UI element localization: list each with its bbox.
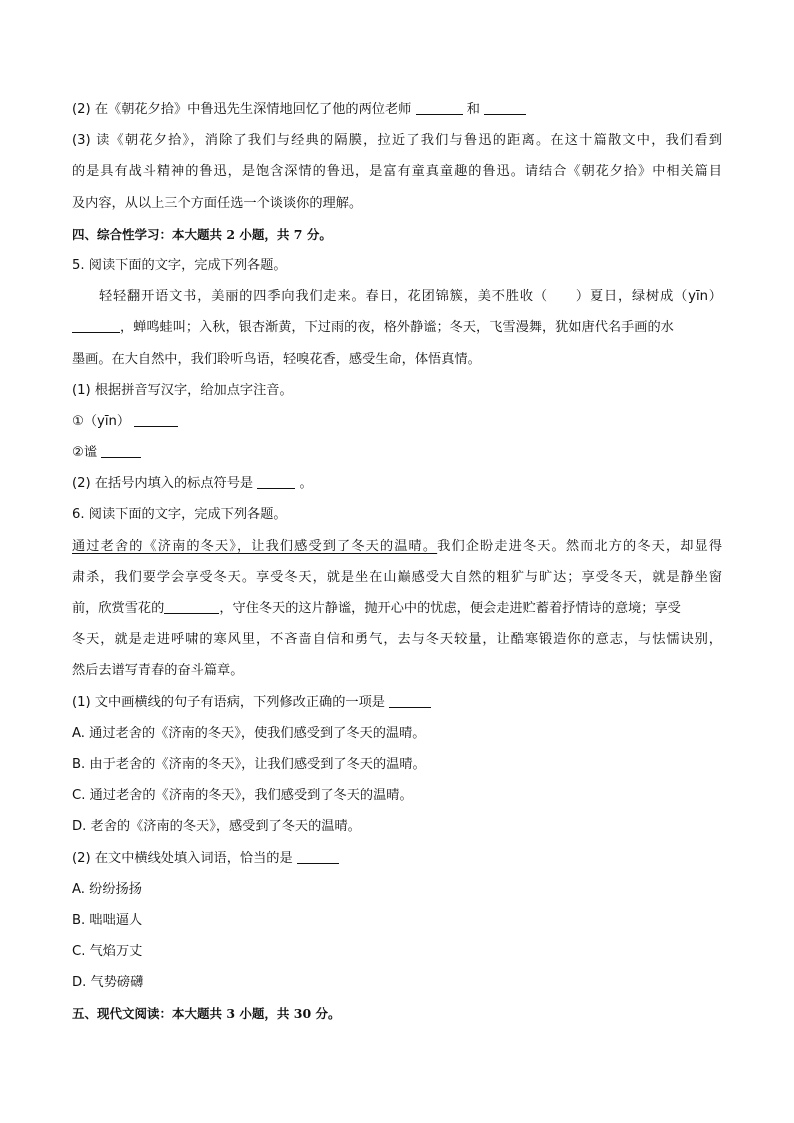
q5-item-1: ①（yīn） [72,406,722,437]
option-c: C. 通过老舍的《济南的冬天》，我们感受到了冬天的温晴。 [72,788,413,804]
q5-passage-line: 墨画。在大自然中，我们聆听鸟语，轻嗅花香，感受生命，体悟真情。 [72,351,481,367]
q4-3-line: 的是具有战斗精神的鲁迅，是饱含深情的鲁迅，是富有童真童趣的鲁迅。请结合《朝花夕拾》中相关篇目 [72,164,722,180]
q6-sub2: (2) 在文中横线处填入词语，恰当的是 [72,843,722,874]
q5-passage-line: ，蝉鸣蛙叫；入秋，银杏渐黄，下过雨的夜，格外静谧；冬天，飞雪漫舞，犹如唐代名手画的水 [72,312,722,343]
answer-blank [257,474,295,489]
q5-item-2: ②谧 [72,437,722,468]
q5-passage-line: 轻轻翻开语文书，美丽的四季向我们走来。春日，花团锦簇，美不胜收（ ）夏日，绿树成（yīn） [99,289,722,305]
q6-passage-line: 前，欣赏雪花的 ，守住冬天的这片静谧，抛开心中的忧虑，便会走进贮蓄着抒情诗的意境；享受 [72,601,681,616]
section-5-heading: 五、现代文阅读：本大题共 3 小题，共 30 分。 [72,1006,341,1022]
answer-blank [164,599,219,614]
option-b: B. 咄咄逼人 [72,912,143,928]
q6-passage-line: 然后去谱写青春的奋斗篇章。 [72,663,244,679]
option-c: C. 气焰万丈 [72,944,143,960]
answer-blank [101,443,141,458]
answer-blank [297,849,339,864]
q4-2-line: (2) 在《朝花夕拾》中鲁迅先生深情地回忆了他的两位老师 和 [72,94,722,125]
document-page [72,94,722,1030]
q4-3-line: 及内容，从以上三个方面任选一个谈谈你的理解。 [72,195,363,211]
q5-sub1: (1) 根据拼音写汉字，给加点字注音。 [72,382,293,398]
answer-blank [72,318,120,333]
q6-intro: 6. 阅读下面的文字，完成下列各题。 [72,507,287,523]
option-d: D. 老舍的《济南的冬天》，感受到了冬天的温晴。 [72,819,361,835]
option-a: A. 通过老舍的《济南的冬天》，使我们感受到了冬天的温晴。 [72,725,426,741]
underlined-sentence: 通过老舍的《济南的冬天》，让我们感受到了冬天的温晴。 [72,538,438,554]
q5-intro: 5. 阅读下面的文字，完成下列各题。 [72,257,287,273]
q6-sub1: (1) 文中画横线的句子有语病，下列修改正确的一项是 [72,687,722,718]
q6-passage-line: 肃杀，我们要学会享受冬天。享受冬天，就是坐在山巅感受大自然的粗犷与旷达；享受冬天，就是静坐窗 [72,569,722,585]
answer-blank [484,100,526,115]
option-b: B. 由于老舍的《济南的冬天》，让我们感受到了冬天的温晴。 [72,756,426,772]
section-4-heading: 四、综合性学习：本大题共 2 小题，共 7 分。 [72,226,332,242]
q4-3-line: (3) 读《朝花夕拾》，消除了我们与经典的隔膜，拉近了我们与鲁迅的距离。在这十篇散文中，我们看到 [72,133,722,149]
q6-passage-line: 冬天，就是走进呼啸的寒风里，不吝啬自信和勇气，去与冬天较量，让酷寒锻造你的意志，与怯懦诀别， [72,632,722,648]
answer-blank [416,100,463,115]
answer-blank [389,693,431,708]
answer-blank [134,412,178,427]
q6-passage-line: 通过老舍的《济南的冬天》，让我们感受到了冬天的温晴。我们企盼走进冬天。然而北方的冬天，却显得 [72,538,723,554]
q5-sub2: (2) 在括号内填入的标点符号是 。 [72,476,313,492]
option-d: D. 气势磅礴 [72,975,144,991]
option-a: A. 纷纷扬扬 [72,881,142,897]
